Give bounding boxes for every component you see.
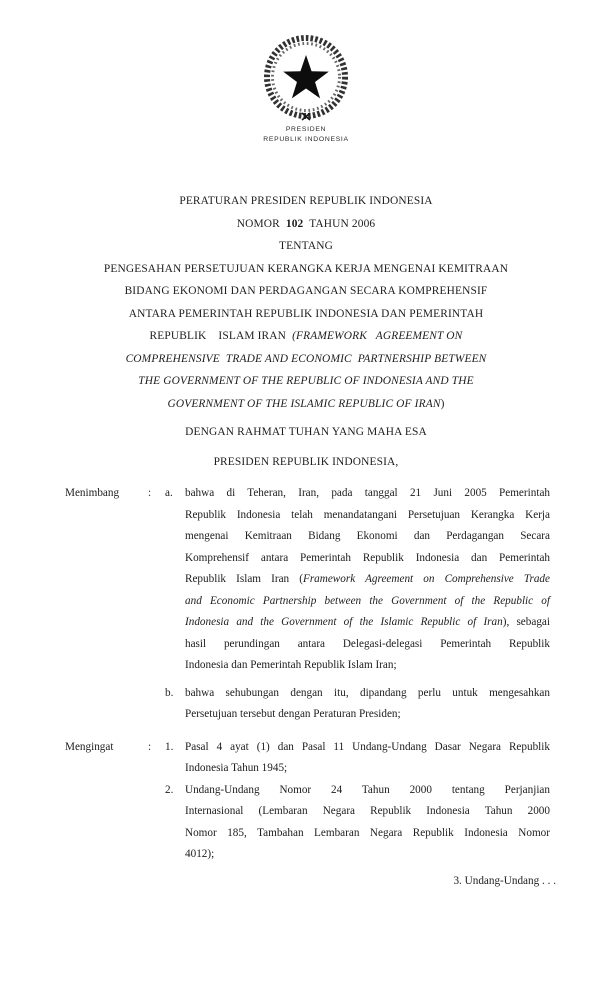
text-line: hasil perundingan antara Delegasi-delegasi Pemerintah Republik [185,637,550,650]
text-line: Indonesia and the Government of the Islamic Republic of Iran), sebagai [185,616,550,628]
recalling-item-1 [165,737,612,780]
text-line: NOMOR 102 TAHUN 2006 [236,217,376,230]
considering-section [0,483,612,726]
recalling-item-2 [165,780,612,866]
considering-item-a [165,483,612,677]
recalling-colon: : [148,740,152,753]
text-line: mengenai Kemitraan Bidang Ekonomi dan Perdagangan Secara [185,530,550,542]
considering-item-b [165,683,612,726]
text-line: Indonesia dan Pemerintah Republik Islam Iran; [185,659,397,671]
emblem-caption-republik-indonesia: REPUBLIK INDONESIA [263,136,349,143]
presidential-emblem [0,33,612,145]
text-line: Republik Indonesia telah menandatangani Persetujuan Kerangka Kerja [185,508,550,521]
considering-item-b-text [185,683,550,726]
item-marker: 2. [165,783,174,796]
text-line: Undang-Undang Nomor 24 Tahun 2000 tentang Perjanjian [185,783,550,796]
item-marker: a. [165,487,173,499]
text-line: PERATURAN PRESIDEN REPUBLIK INDONESIA [179,195,433,207]
recalling-label: Mengingat [65,740,114,753]
considering-item-a-text [185,483,550,677]
page-catchword: 3. Undang-Undang . . . [453,874,556,887]
text-line: PENGESAHAN PERSETUJUAN KERANGKA KERJA MENGENAI KEMITRAAN [103,262,509,275]
presidential-star-emblem-icon [258,33,354,123]
text-line: Nomor 185, Tambahan Lembaran Negara Republik Indonesia Nomor [185,826,550,839]
text-line: COMPREHENSIVE TRADE AND ECONOMIC PARTNERSHIP BETWEEN [125,352,487,365]
text-line: Persetujuan tersebut dengan Peraturan Presiden; [185,708,401,720]
text-line: Indonesia Tahun 1945; [185,762,288,774]
text-line: GOVERNMENT OF THE ISLAMIC REPUBLIC OF IRAN) [167,397,445,410]
recalling-item-1-text [185,737,550,780]
text-line: 4012); [185,848,215,860]
emblem-caption-presiden: PRESIDEN [285,126,327,133]
recalling-item-2-text [185,780,550,866]
text-line: REPUBLIK ISLAM IRAN (FRAMEWORK AGREEMENT ON [149,330,463,342]
regulation-title [0,190,612,415]
text-line: bahwa di Teheran, Iran, pada tanggal 21 Juni 2005 Pemerintah [185,487,550,499]
text-line: Pasal 4 ayat (1) dan Pasal 11 Undang-Undang Dasar Negara Republik [185,740,550,753]
enacting-authority-line: PRESIDEN REPUBLIK INDONESIA, [213,455,399,468]
text-line: TENTANG [279,240,333,252]
considering-colon: : [148,487,152,499]
invocation-line: DENGAN RAHMAT TUHAN YANG MAHA ESA [185,426,427,438]
text-line: Internasional (Lembaran Negara Republik Indonesia Tahun 2000 [185,805,550,817]
item-marker: 1. [165,740,174,753]
text-line: Republik Islam Iran (Framework Agreement on Comprehensive Trade [185,573,550,585]
text-line: THE GOVERNMENT OF THE REPUBLIC OF INDONESIA AND THE [138,375,474,387]
star-icon [283,55,329,98]
considering-label: Menimbang [65,487,120,499]
text-line: Komprehensif antara Pemerintah Republik Indonesia dan Pemerintah [185,551,550,564]
document-body [0,483,612,892]
text-line: ANTARA PEMERINTAH REPUBLIK INDONESIA DAN PEMERINTAH [128,307,484,320]
text-line: BIDANG EKONOMI DAN PERDAGANGAN SECARA KOMPREHENSIF [124,285,488,297]
recalling-section [0,737,612,866]
text-line: bahwa sehubungan dengan itu, dipandang perlu untuk mengesahkan [185,686,550,699]
item-marker: b. [165,686,174,699]
text-line: and Economic Partnership between the Government of the Republic of [185,594,550,607]
